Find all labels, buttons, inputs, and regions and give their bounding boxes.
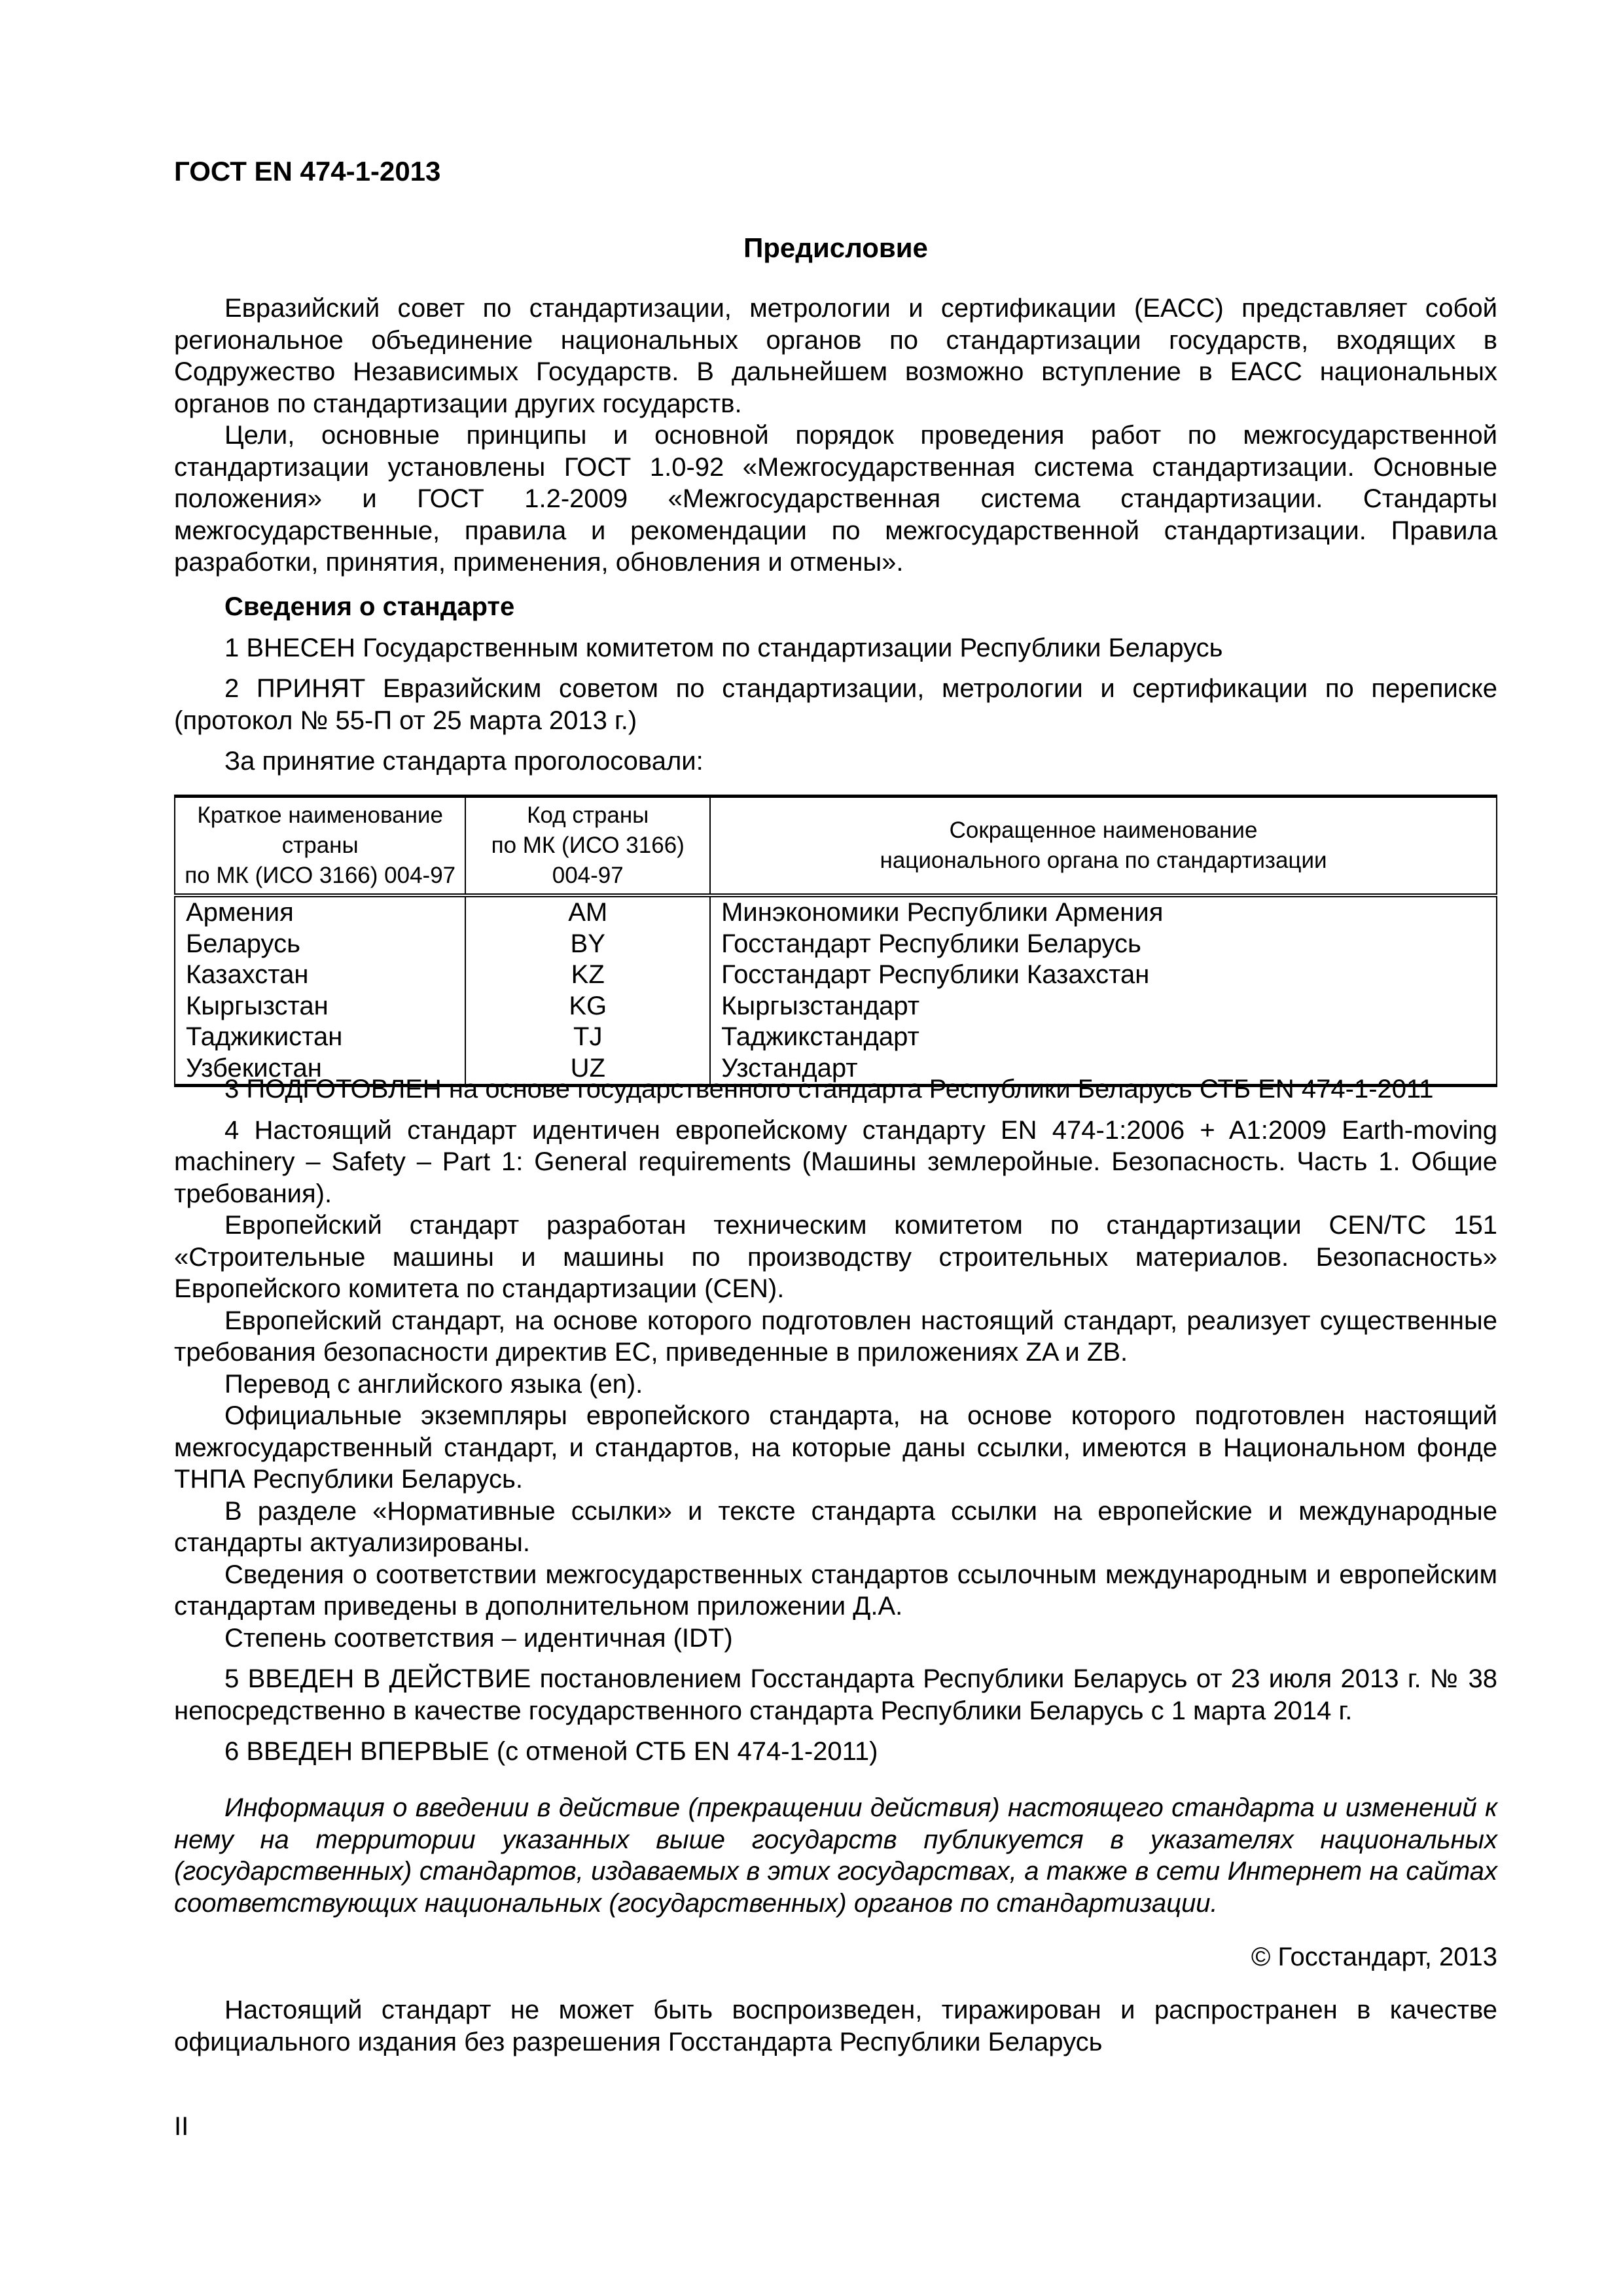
cell-country: Узбекистан [175,1053,465,1086]
cell-code: TJ [465,1022,710,1053]
item-2: 2 ПРИНЯТ Евразийским советом по стандартизации, метрологии и сертификации по переписке (протокол № 55-П от 25 марта 2013 г.) [174,674,1497,735]
table-row [175,960,1497,991]
intro-section [174,293,1497,579]
cell-body: Госстандарт Республики Беларусь [710,929,1497,960]
copyright: © Госстандарт, 2013 [1251,1943,1497,1971]
item-3: 3 ПОДГОТОВЛЕН на основе государственного стандарта Республики Беларусь СТБ EN 474-1-2011 [224,1075,1434,1103]
item-4-detail: Европейский стандарт разработан техническим комитетом по стандартизации CEN/TC 151 «Строительные машины и машины по производству строительных материалов. Безопасность» Европейского комитета по стандартизации (CEN). [174,1211,1497,1303]
table-header-row [175,797,1497,896]
cell-code: BY [465,929,710,960]
page-title: Предисловие [743,232,928,263]
item-4-detail: Официальные экземпляры европейского стандарта, на основе которого подготовлен настоящий межгосударственный стандарт, и стандартов, на которые даны ссылки, имеются в Национальном фонде ТНПА Республики Беларусь. [174,1401,1497,1494]
standard-info [174,591,1497,778]
reproduction-notice: Настоящий стандарт не может быть воспроизведен, тиражирован и распространен в качестве официального издания без разрешения Госстандарта Республики Беларусь [174,1996,1497,2056]
cell-code: KZ [465,960,710,991]
cell-country: Армения [175,895,465,929]
cell-body: Кыргызстандарт [710,991,1497,1022]
cell-country: Таджикистан [175,1022,465,1053]
item-4-detail: Перевод с английского языка (en). [224,1369,643,1399]
table-row [175,991,1497,1022]
item-4-detail: В разделе «Нормативные ссылки» и тексте стандарта ссылки на европейские и международные стандарты актуализированы. [174,1496,1497,1557]
info-italic: Информация о введении в действие (прекращении действия) настоящего стандарта и изменений к нему на территории указанных выше государств публикуется в указателях национальных (государственных) стандартов, издаваемых в этих государствах, а также в сети Интернет на сайтах соответствующих национальных (государственных) органов по стандартизации. [174,1793,1497,1918]
cell-code: KG [465,991,710,1022]
intro-paragraph: Евразийский совет по стандартизации, метрологии и сертификации (ЕАСС) представляет собой региональное объединение национальных органов по стандартизации государств, входящих в Содружество Независимых Государств. В дальнейшем возможно вступление в ЕАСС национальных органов по стандартизации других государств. [174,294,1497,418]
item-4-detail: Европейский стандарт, на основе которого подготовлен настоящий стандарт, реализует существенные требования безопасности директив ЕС, приведенные в приложениях ZA и ZB. [174,1306,1497,1367]
cell-country: Казахстан [175,960,465,991]
item-4-detail: Степень соответствия – идентичная (IDT) [224,1623,733,1653]
cell-code: AM [465,895,710,929]
voting-table-wrap [174,795,1497,1087]
item-1: 1 ВНЕСЕН Государственным комитетом по стандартизации Республики Беларусь [224,633,1223,662]
reproduction-notice-wrap [174,1994,1497,2058]
cell-body: Минэкономики Республики Армения [710,895,1497,929]
table-row [175,1022,1497,1053]
table-row [175,895,1497,929]
item-4-detail: Сведения о соответствии межгосударственных стандартов ссылочным международным и европейским стандартам приведены в дополнительном приложении Д.А. [174,1560,1497,1621]
page-number: II [174,2112,189,2141]
column-header-code: Код страны по МК (ИСО 3166) 004-97 [465,797,710,896]
item-6: 6 ВВЕДЕН ВПЕРВЫЕ (с отменой СТБ EN 474-1-2011) [224,1737,878,1766]
document-header: ГОСТ EN 474-1-2013 [174,156,441,187]
cell-body: Госстандарт Республики Казахстан [710,960,1497,991]
section-title: Сведения о стандарте [224,592,515,621]
cell-country: Кыргызстан [175,991,465,1022]
info-notice [174,1792,1497,1919]
cell-body: Таджикстандарт [710,1022,1497,1053]
item-4: 4 Настоящий стандарт идентичен европейскому стандарту EN 474-1:2006 + A1:2009 Earth-moving machinery – Safety – Part 1: General requirements (Машины землеройные. Безопасность. Часть 1. Общие требования). [174,1115,1497,1208]
item-5: 5 ВВЕДЕН В ДЕЙСТВИЕ постановлением Госстандарта Республики Беларусь от 23 июля 2013 г. № 38 непосредственно в качестве государственного стандарта Республики Беларусь с 1 марта 2014 г. [174,1664,1497,1725]
voting-table [174,795,1497,1087]
column-header-body: Сокращенное наименование национального органа по стандартизации [710,797,1497,896]
column-header-country: Краткое наименование страны по МК (ИСО 3166) 004-97 [175,797,465,896]
intro-paragraph: Цели, основные принципы и основной порядок проведения работ по межгосударственной стандартизации установлены ГОСТ 1.0-92 «Межгосударственная система стандартизации. Основные положения» и ГОСТ 1.2-2009 «Межгосударственная система стандартизации. Стандарты межгосударственные, правила и рекомендации по межгосударственной стандартизации. Правила разработки, принятия, применения, обновления и отмены». [174,421,1497,577]
table-row [175,929,1497,960]
items-section [174,1073,1497,1768]
cell-country: Беларусь [175,929,465,960]
cell-code: UZ [465,1053,710,1086]
cell-body: Узстандарт [710,1053,1497,1086]
vote-intro: За принятие стандарта проголосовали: [224,747,704,776]
